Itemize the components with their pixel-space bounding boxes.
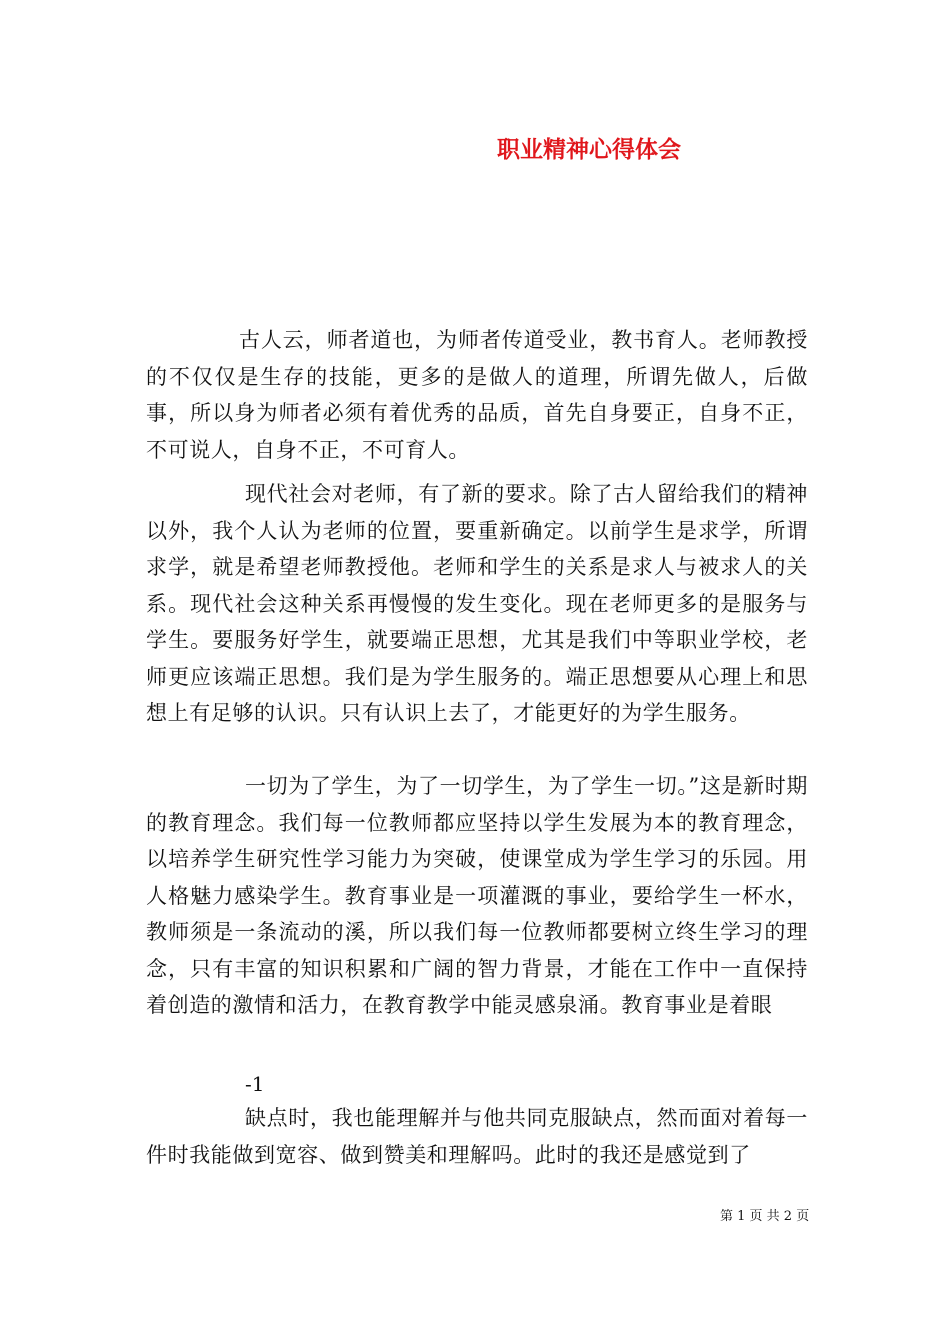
paragraph: 缺点时，我也能理解并与他共同克服缺点，然而面对着每一件时我能做到宽容、做到赞美和理解吗。此时的我还是感觉到了 <box>146 1106 808 1167</box>
page-marker: -1 <box>245 1072 265 1096</box>
page-footer: 第 1 页 共 2 页 <box>720 1209 810 1224</box>
paragraph: 古人云，师者道也，为师者传道受业，教书育人。老师教授的不仅仅是生存的技能，更多的是做人的道理，所谓先做人，后做事，所以身为师者必须有着优秀的品质，首先自身要正，自身不正，不可说人，自身不正，不可育人。 <box>146 328 808 462</box>
paragraph: 一切为了学生，为了一切学生，为了学生一切。”这是新时期的教育理念。我们每一位教师都应坚持以学生发展为本的教育理念，以培养学生研究性学习能力为突破，使课堂成为学生学习的乐园。用人格魅力感染学生。教育事业是一项灌溉的事业，要给学生一杯水，教师须是一条流动的溪，所以我们每一位教师都要树立终生学习的理念，只有丰富的知识积累和广阔的智力背景，才能在工作中一直保持着创造的激情和活力，在教育教学中能灵感泉涌。教育事业是着眼 <box>146 774 808 1017</box>
paragraph: 现代社会对老师，有了新的要求。除了古人留给我们的精神以外，我个人认为老师的位置，要重新确定。以前学生是求学，所谓求学，就是希望老师教授他。老师和学生的关系是求人与被求人的关系。现代社会这种关系再慢慢的发生变化。现在老师更多的是服务与学生。要服务好学生，就要端正思想，尤其是我们中等职业学校，老师更应该端正思想。我们是为学生服务的。端正思想要从心理上和思想上有足够的认识。只有认识上去了，才能更好的为学生服务。 <box>146 482 808 725</box>
page-title: 职业精神心得体会 <box>497 137 681 163</box>
